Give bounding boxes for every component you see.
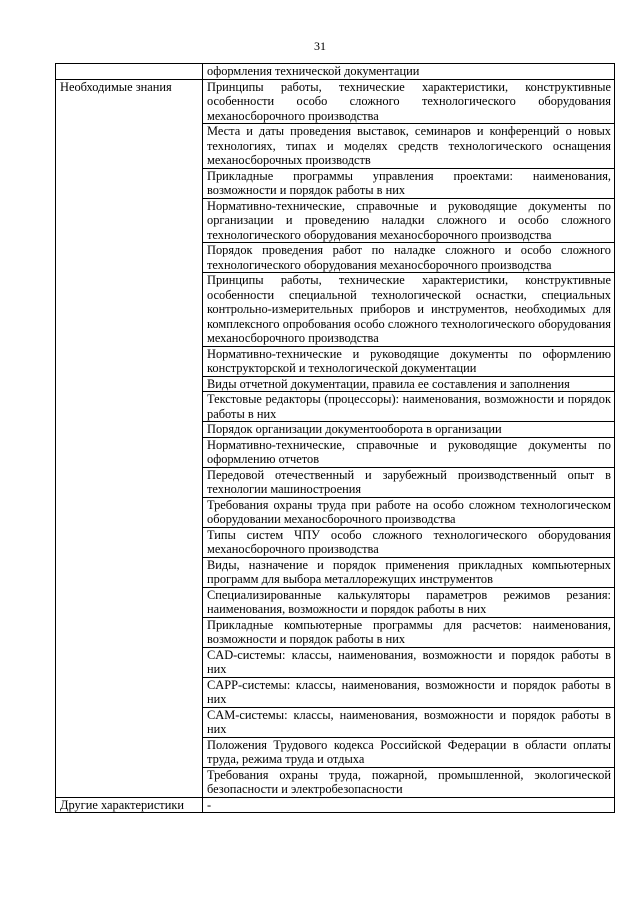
row-text: Принципы работы, технические характеристики, конструктивные особенности специальной технологической оснастки, специальных контрольно-измерительных приборов и инструментов, необходимых для комплексного опробования особо сложного технологического оборудования механосборочного производства [203, 273, 615, 347]
row-text: Нормативно-технические и руководящие документы по оформлению конструкторской и технологической документации [203, 346, 615, 376]
row-text: Прикладные компьютерные программы для расчетов: наименования, возможности и порядок работы в них [203, 617, 615, 647]
row-text: Требования охраны труда, пожарной, промышленной, экологической безопасности и электробезопасности [203, 767, 615, 797]
row-text: Виды отчетной документации, правила ее составления и заполнения [203, 376, 615, 392]
page-number: 31 [314, 39, 326, 53]
row-text: CAPP-системы: классы, наименования, возможности и порядок работы в них [203, 677, 615, 707]
row-text: Требования охраны труда при работе на особо сложном технологическом оборудовании механосборочного производства [203, 497, 615, 527]
row-text: Передовой отечественный и зарубежный производственный опыт в технологии машиностроения [203, 467, 615, 497]
row-text: CAM-системы: классы, наименования, возможности и порядок работы в них [203, 707, 615, 737]
row-text: оформления технической документации [203, 64, 615, 80]
row-text: Порядок организации документооборота в организации [203, 422, 615, 438]
requirements-table [55, 63, 615, 813]
row-text: Специализированные калькуляторы параметров режимов резания: наименования, возможности и порядок работы в них [203, 587, 615, 617]
row-text: Прикладные программы управления проектами: наименования, возможности и порядок работы в них [203, 168, 615, 198]
requirements-table-body [56, 64, 615, 813]
row-text: Места и даты проведения выставок, семинаров и конференций о новых технологиях, типах и моделях средств технологического оснащения механосборочных производств [203, 124, 615, 169]
row-text: Порядок проведения работ по наладке сложного и особо сложного технологического оборудования механосборочного производства [203, 243, 615, 273]
row-text: CAD-системы: классы, наименования, возможности и порядок работы в них [203, 647, 615, 677]
row-text: Нормативно-технические, справочные и руководящие документы по организации и проведению наладки сложного и особо сложного технологического оборудования механосборочного производства [203, 198, 615, 243]
row-label [56, 64, 203, 80]
row-text: Типы систем ЧПУ особо сложного технологического оборудования механосборочного производства [203, 527, 615, 557]
row-label-other: Другие характеристики [56, 797, 203, 813]
table-row [56, 79, 615, 124]
row-text: - [203, 797, 615, 813]
table-row [56, 797, 615, 813]
row-text: Текстовые редакторы (процессоры): наименования, возможности и порядок работы в них [203, 392, 615, 422]
row-text: Нормативно-технические, справочные и руководящие документы по оформлению отчетов [203, 437, 615, 467]
row-text: Принципы работы, технические характеристики, конструктивные особенности особо сложного технологического оборудования механосборочного производства [203, 79, 615, 124]
table-row [56, 64, 615, 80]
row-text: Положения Трудового кодекса Российской Федерации в области оплаты труда, режима труда и отдыха [203, 737, 615, 767]
row-label-knowledge: Необходимые знания [56, 79, 203, 797]
row-text: Виды, назначение и порядок применения прикладных компьютерных программ для выбора металлорежущих инструментов [203, 557, 615, 587]
